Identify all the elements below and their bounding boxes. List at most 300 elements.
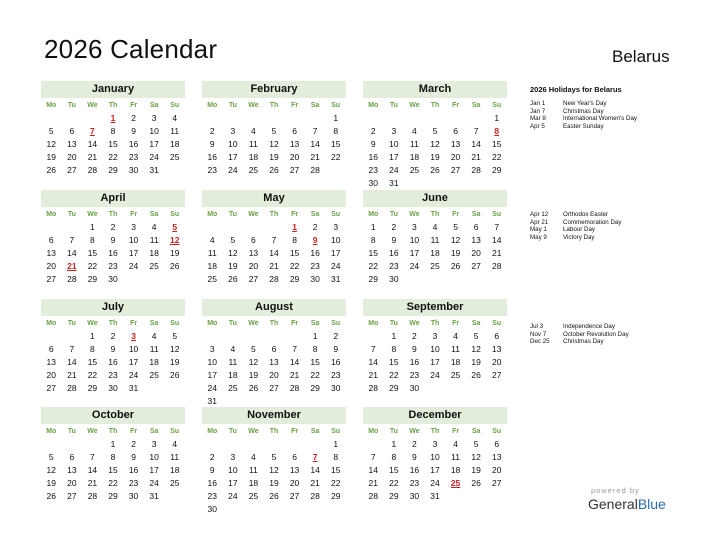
weekday-label: Th — [108, 320, 118, 327]
weekday-label: Su — [170, 102, 180, 109]
day-cell: 27 — [289, 165, 300, 175]
empty-cell — [62, 438, 83, 451]
day-cell: 2 — [110, 331, 116, 341]
day-cell: 23 — [108, 261, 118, 271]
day-cell: 11 — [149, 344, 159, 354]
weekday-label: Th — [108, 428, 118, 435]
day-cell: 30 — [389, 274, 399, 284]
day-cell: 18 — [207, 261, 218, 271]
day-cell: 19 — [228, 261, 238, 271]
day-cell: 7 — [370, 452, 376, 462]
day-cell: 25 — [409, 165, 420, 175]
empty-cell — [223, 112, 244, 125]
empty-cell — [363, 330, 384, 343]
weekday-label: Tu — [67, 211, 76, 218]
day-cell: 17 — [430, 465, 440, 475]
weekday-label: Su — [170, 211, 180, 218]
empty-cell — [404, 112, 425, 125]
day-cell: 7 — [312, 126, 318, 136]
day-cell: 20 — [269, 370, 279, 380]
month-january — [41, 81, 185, 177]
day-cell: 25 — [450, 370, 461, 380]
day-cell: 20 — [491, 357, 502, 367]
day-cell: 20 — [46, 370, 57, 380]
day-cell: 11 — [170, 452, 180, 462]
day-cell: 19 — [471, 357, 481, 367]
weekday-label: Sa — [471, 320, 481, 327]
empty-cell — [202, 330, 223, 343]
day-cell: 23 — [310, 261, 320, 271]
weekday-label: Tu — [389, 211, 398, 218]
day-cell: 28 — [269, 274, 279, 284]
holiday-name: New Year's Day — [563, 100, 607, 107]
day-cell: 12 — [46, 139, 57, 149]
holiday-name: Christmas Day — [563, 107, 604, 115]
days-grid — [202, 221, 346, 286]
empty-cell — [62, 112, 83, 125]
weekday-label: Fr — [291, 428, 299, 435]
day-cell: 21 — [87, 152, 98, 162]
holiday-date: Dec 25 — [530, 338, 550, 345]
weekday-row — [202, 100, 346, 111]
day-cell: 20 — [289, 152, 300, 162]
holiday-date: Nov 7 — [530, 330, 547, 338]
month-header: March — [363, 81, 507, 98]
day-cell: 1 — [494, 113, 500, 123]
weekday-label: Sa — [471, 102, 481, 109]
day-cell: 28 — [67, 274, 77, 284]
holiday-name: October Revolution Day — [563, 330, 629, 338]
holiday-day-cell: 5 — [172, 222, 178, 232]
day-cell: 24 — [149, 478, 159, 488]
day-cell: 21 — [87, 478, 98, 488]
day-cell: 15 — [491, 139, 502, 149]
empty-cell — [284, 112, 305, 125]
day-cell: 23 — [409, 370, 420, 380]
day-cell: 19 — [248, 370, 259, 380]
day-cell: 9 — [412, 452, 417, 462]
month-header: January — [41, 81, 185, 98]
day-cell: 9 — [412, 344, 417, 354]
day-cell: 30 — [409, 491, 420, 501]
day-cell: 28 — [491, 261, 502, 271]
holiday-date: Mar 8 — [530, 115, 546, 122]
empty-cell — [305, 112, 326, 125]
day-cell: 28 — [87, 491, 98, 501]
day-cell: 9 — [333, 344, 339, 354]
day-cell: 27 — [491, 478, 502, 488]
day-cell: 3 — [432, 439, 438, 449]
month-header: November — [202, 407, 346, 424]
day-cell: 4 — [209, 235, 215, 245]
generalblue-logo[interactable] — [588, 486, 700, 512]
empty-cell — [41, 112, 62, 125]
day-cell: 4 — [251, 126, 256, 136]
day-cell: 14 — [67, 248, 77, 258]
day-cell: 12 — [269, 465, 279, 475]
weekday-label: Mo — [207, 320, 218, 327]
day-cell: 3 — [333, 222, 339, 232]
day-cell: 27 — [269, 383, 279, 393]
weekday-label: Mo — [207, 211, 218, 218]
day-cell: 13 — [491, 344, 502, 354]
day-cell: 15 — [289, 248, 300, 258]
month-header: July — [41, 299, 185, 316]
brand-part-blue: Blue — [637, 496, 666, 512]
day-cell: 25 — [169, 478, 180, 488]
day-cell: 20 — [46, 261, 57, 271]
day-cell: 28 — [67, 383, 77, 393]
days-grid — [363, 112, 507, 190]
weekday-label: Th — [108, 211, 118, 218]
weekday-label: Fr — [452, 320, 460, 327]
weekday-label: We — [87, 320, 98, 327]
powered-by-text: powered by — [591, 486, 640, 495]
weekday-label: Th — [430, 320, 440, 327]
day-cell: 11 — [170, 126, 180, 136]
weekday-label: Tu — [389, 320, 398, 327]
day-cell: 21 — [310, 152, 320, 162]
day-cell: 8 — [391, 344, 397, 354]
weekday-label: Tu — [67, 320, 76, 327]
day-cell: 6 — [473, 222, 479, 232]
day-cell: 26 — [471, 478, 481, 488]
empty-cell — [445, 112, 466, 125]
day-cell: 29 — [389, 491, 399, 501]
weekday-label: We — [87, 102, 98, 109]
day-cell: 22 — [330, 478, 341, 488]
day-cell: 25 — [207, 274, 218, 284]
day-cell: 22 — [289, 261, 300, 271]
day-cell: 16 — [409, 357, 420, 367]
holiday-day-cell: 21 — [67, 261, 77, 271]
day-cell: 19 — [46, 478, 57, 488]
day-cell: 10 — [207, 357, 218, 367]
day-cell: 15 — [368, 248, 379, 258]
empty-cell — [202, 112, 223, 125]
holiday-name: Commemoration Day — [563, 218, 622, 226]
day-cell: 20 — [67, 152, 77, 162]
day-cell: 25 — [149, 370, 159, 380]
month-may — [202, 190, 346, 286]
weekday-label: Su — [492, 320, 502, 327]
day-cell: 14 — [87, 465, 98, 475]
day-cell: 15 — [108, 139, 118, 149]
month-header: June — [363, 190, 507, 207]
empty-cell — [264, 221, 285, 234]
day-cell: 16 — [128, 139, 139, 149]
weekday-label: We — [248, 320, 259, 327]
day-cell: 30 — [330, 383, 341, 393]
day-cell: 5 — [473, 439, 479, 449]
weekday-label: We — [248, 428, 259, 435]
holiday-entry — [530, 219, 700, 227]
weekday-label: Tu — [389, 428, 398, 435]
days-grid — [202, 438, 346, 516]
weekday-row — [363, 318, 507, 329]
day-cell: 18 — [149, 357, 159, 367]
weekday-label: We — [409, 102, 420, 109]
weekday-label: Th — [108, 102, 118, 109]
day-cell: 21 — [368, 370, 379, 380]
day-cell: 11 — [410, 139, 419, 149]
day-cell: 30 — [207, 504, 218, 514]
empty-cell — [243, 221, 264, 234]
day-cell: 31 — [128, 383, 139, 393]
day-cell: 22 — [368, 261, 379, 271]
weekday-label: Sa — [149, 428, 159, 435]
day-cell: 4 — [172, 113, 178, 123]
day-cell: 13 — [269, 357, 279, 367]
day-cell: 7 — [90, 452, 95, 462]
day-cell: 29 — [108, 491, 118, 501]
empty-cell — [202, 438, 223, 451]
day-cell: 10 — [330, 235, 341, 245]
day-cell: 13 — [46, 357, 57, 367]
month-header: May — [202, 190, 346, 207]
holiday-day-cell: 8 — [494, 126, 500, 136]
empty-cell — [62, 330, 83, 343]
days-grid — [363, 438, 507, 503]
day-cell: 5 — [473, 331, 479, 341]
weekday-row — [41, 100, 185, 111]
day-cell: 14 — [368, 465, 379, 475]
weekday-label: Sa — [149, 320, 159, 327]
day-cell: 1 — [110, 439, 116, 449]
weekday-label: We — [87, 428, 98, 435]
day-cell: 22 — [389, 478, 399, 488]
day-cell: 16 — [368, 152, 379, 162]
weekday-label: Tu — [67, 102, 76, 109]
day-cell: 31 — [430, 491, 440, 501]
day-cell: 11 — [228, 357, 238, 367]
holiday-date: Jan 1 — [530, 100, 546, 107]
day-cell: 6 — [48, 344, 54, 354]
day-cell: 24 — [228, 165, 238, 175]
weekday-row — [202, 209, 346, 220]
empty-cell — [243, 112, 264, 125]
holiday-date: Jan 7 — [530, 107, 546, 115]
day-cell: 10 — [149, 126, 159, 136]
day-cell: 25 — [430, 261, 440, 271]
day-cell: 12 — [471, 344, 481, 354]
day-cell: 26 — [269, 165, 279, 175]
day-cell: 8 — [333, 126, 339, 136]
weekday-label: We — [248, 102, 259, 109]
weekday-label: We — [409, 428, 420, 435]
weekday-label: Sa — [471, 428, 481, 435]
day-cell: 30 — [310, 274, 320, 284]
day-cell: 17 — [149, 465, 159, 475]
month-october — [41, 407, 185, 503]
day-cell: 5 — [48, 452, 54, 462]
day-cell: 12 — [228, 248, 238, 258]
weekday-label: Su — [492, 102, 502, 109]
day-cell: 28 — [289, 383, 300, 393]
weekday-label: Fr — [130, 211, 138, 218]
day-cell: 8 — [110, 126, 116, 136]
day-cell: 4 — [453, 439, 458, 449]
holiday-entry — [530, 123, 700, 131]
day-cell: 26 — [269, 491, 279, 501]
day-cell: 6 — [292, 126, 297, 136]
empty-cell — [223, 330, 244, 343]
day-cell: 2 — [391, 222, 397, 232]
month-april — [41, 190, 185, 286]
day-cell: 3 — [391, 126, 397, 136]
weekday-row — [41, 209, 185, 220]
day-cell: 24 — [228, 491, 238, 501]
empty-cell — [202, 221, 223, 234]
weekday-label: Tu — [228, 102, 237, 109]
day-cell: 7 — [292, 344, 297, 354]
holiday-date: Apr 12 — [530, 211, 549, 218]
day-cell: 28 — [87, 165, 98, 175]
day-cell: 19 — [471, 465, 481, 475]
day-cell: 30 — [108, 383, 118, 393]
day-cell: 30 — [128, 165, 139, 175]
empty-cell — [41, 330, 62, 343]
day-cell: 18 — [248, 152, 259, 162]
day-cell: 23 — [409, 478, 420, 488]
day-cell: 6 — [271, 344, 277, 354]
day-cell: 31 — [389, 178, 399, 188]
holiday-day-cell: 7 — [90, 126, 95, 136]
weekday-label: Tu — [389, 102, 398, 109]
weekday-label: Fr — [130, 320, 138, 327]
day-cell: 10 — [128, 235, 139, 245]
month-november — [202, 407, 346, 516]
days-grid — [41, 438, 185, 503]
day-cell: 26 — [471, 370, 481, 380]
weekday-row — [363, 426, 507, 437]
empty-cell — [41, 221, 62, 234]
day-cell: 4 — [151, 222, 157, 232]
day-cell: 14 — [67, 357, 77, 367]
day-cell: 24 — [430, 370, 440, 380]
day-cell: 25 — [169, 152, 180, 162]
day-cell: 12 — [269, 139, 279, 149]
day-cell: 6 — [494, 331, 500, 341]
weekday-label: Sa — [310, 428, 320, 435]
day-cell: 10 — [228, 139, 238, 149]
day-cell: 13 — [67, 139, 77, 149]
day-cell: 11 — [430, 235, 440, 245]
weekday-row — [202, 426, 346, 437]
day-cell: 25 — [248, 165, 259, 175]
day-cell: 12 — [46, 465, 57, 475]
day-cell: 5 — [251, 344, 256, 354]
day-cell: 21 — [67, 370, 77, 380]
day-cell: 19 — [450, 248, 461, 258]
holiday-name: Labour Day — [563, 226, 595, 233]
day-cell: 11 — [451, 452, 460, 462]
weekday-label: Mo — [368, 211, 379, 218]
weekday-label: Mo — [46, 320, 57, 327]
day-cell: 30 — [409, 383, 420, 393]
day-cell: 14 — [491, 235, 502, 245]
weekday-label: Sa — [310, 102, 320, 109]
day-cell: 21 — [491, 248, 502, 258]
day-cell: 22 — [389, 370, 399, 380]
day-cell: 2 — [110, 222, 116, 232]
day-cell: 15 — [108, 465, 118, 475]
day-cell: 10 — [389, 139, 399, 149]
weekday-label: Mo — [207, 428, 218, 435]
day-cell: 24 — [128, 261, 139, 271]
day-cell: 18 — [248, 478, 259, 488]
weekday-label: Th — [269, 211, 279, 218]
day-cell: 6 — [292, 452, 297, 462]
day-cell: 23 — [368, 165, 379, 175]
day-cell: 20 — [248, 261, 259, 271]
holiday-entry — [530, 338, 700, 346]
weekday-label: Mo — [207, 102, 218, 109]
day-cell: 1 — [312, 331, 318, 341]
day-cell: 3 — [209, 344, 215, 354]
day-cell: 16 — [108, 357, 118, 367]
day-cell: 3 — [151, 113, 157, 123]
day-cell: 17 — [430, 357, 440, 367]
day-cell: 7 — [69, 235, 75, 245]
days-grid — [41, 330, 185, 395]
day-cell: 11 — [451, 344, 460, 354]
empty-cell — [82, 112, 103, 125]
day-cell: 23 — [389, 261, 399, 271]
day-cell: 24 — [128, 370, 139, 380]
day-cell: 13 — [289, 139, 300, 149]
holiday-name: International Women's Day — [563, 115, 637, 122]
holiday-name: Easter Sunday — [563, 122, 604, 130]
weekday-label: Sa — [149, 102, 159, 109]
day-cell: 8 — [391, 452, 397, 462]
holiday-day-cell: 3 — [131, 331, 136, 341]
day-cell: 5 — [453, 222, 458, 232]
day-cell: 6 — [453, 126, 458, 136]
day-cell: 10 — [128, 344, 139, 354]
month-header: October — [41, 407, 185, 424]
weekday-label: Su — [170, 428, 180, 435]
month-header: August — [202, 299, 346, 316]
day-cell: 10 — [409, 235, 420, 245]
day-cell: 6 — [494, 439, 500, 449]
day-cell: 18 — [228, 370, 238, 380]
day-cell: 29 — [289, 274, 300, 284]
day-cell: 4 — [453, 331, 458, 341]
day-cell: 10 — [430, 452, 440, 462]
day-cell: 3 — [230, 126, 236, 136]
day-cell: 20 — [491, 465, 502, 475]
weekday-label: Th — [269, 428, 279, 435]
day-cell: 31 — [330, 274, 341, 284]
day-cell: 26 — [228, 274, 238, 284]
weekday-row — [363, 100, 507, 111]
day-cell: 17 — [128, 248, 139, 258]
day-cell: 5 — [172, 331, 178, 341]
day-cell: 6 — [48, 235, 54, 245]
day-cell: 10 — [430, 344, 440, 354]
day-cell: 23 — [128, 152, 139, 162]
day-cell: 22 — [108, 152, 118, 162]
empty-cell — [41, 438, 62, 451]
day-cell: 3 — [131, 222, 136, 232]
day-cell: 9 — [131, 126, 136, 136]
day-cell: 29 — [108, 165, 118, 175]
day-cell: 1 — [333, 439, 339, 449]
day-cell: 15 — [87, 357, 98, 367]
day-cell: 18 — [409, 152, 420, 162]
day-cell: 11 — [149, 235, 159, 245]
